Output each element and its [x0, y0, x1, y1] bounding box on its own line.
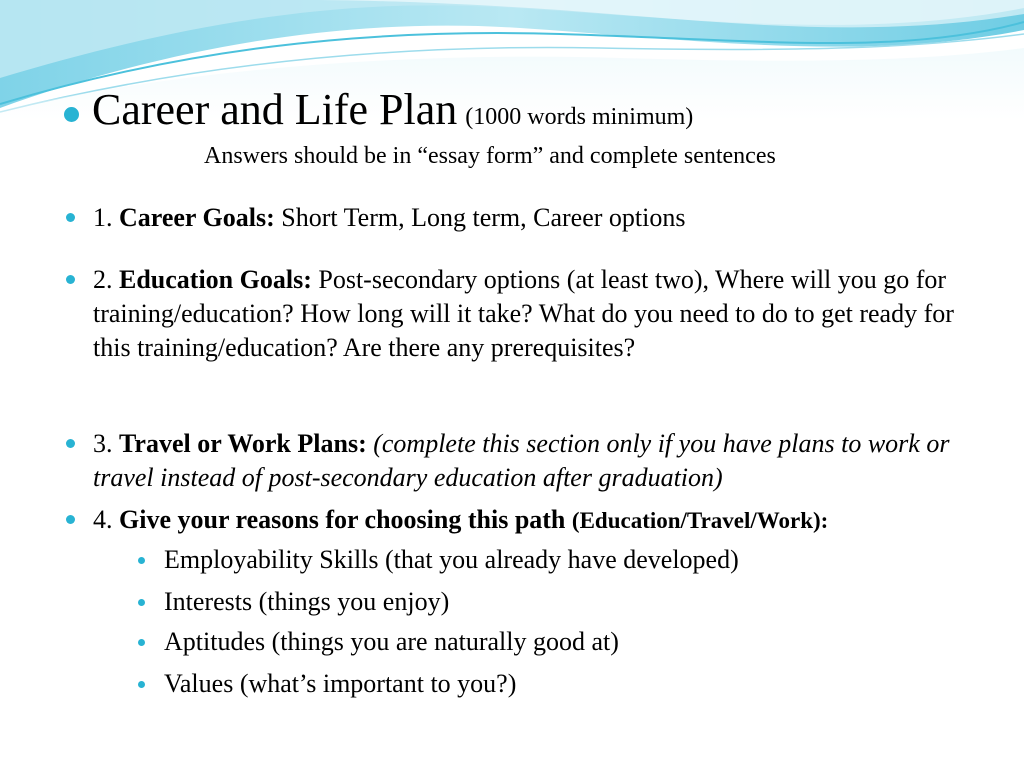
title-bullet-icon — [64, 107, 79, 122]
slide-subtitle: Answers should be in “essay form” and complete sentences — [204, 143, 776, 169]
title-note: (1000 words minimum) — [465, 104, 694, 130]
sub-bullet-icon — [138, 599, 145, 606]
item-number: 4. — [93, 505, 113, 534]
item-body: Post-secondary options (at least two), Where will you go for training/education? How long will it take? What do you need to do to get ready for this training/education? Are there any prerequisites? — [93, 265, 954, 362]
item-body: (complete this section only if you have plans to work or travel instead of post-secondary education after graduation) — [93, 429, 950, 492]
slide-title — [64, 84, 693, 135]
list-item-travel-work-plans — [66, 427, 996, 495]
sub-item-text: Interests (things you enjoy) — [164, 587, 450, 616]
sub-item-text: Aptitudes (things you are naturally good at) — [164, 627, 619, 656]
sub-bullet-icon — [138, 681, 145, 688]
sub-item-text: Values (what’s important to you?) — [164, 669, 517, 698]
item-note: (Education/Travel/Work): — [571, 508, 829, 533]
bullet-icon — [66, 275, 75, 284]
sub-item-employability — [138, 543, 739, 577]
item-heading: Give your reasons for choosing this path — [119, 505, 566, 534]
item-number: 2. — [93, 265, 113, 294]
item-heading: Education Goals: — [119, 265, 312, 294]
sub-item-values — [138, 667, 516, 701]
bullet-icon — [66, 213, 75, 222]
item-body: Short Term, Long term, Career options — [281, 203, 686, 232]
sub-item-interests — [138, 585, 449, 619]
item-number: 1. — [93, 203, 113, 232]
sub-item-text: Employability Skills (that you already have developed) — [164, 545, 739, 574]
item-number: 3. — [93, 429, 113, 458]
sub-bullet-icon — [138, 639, 145, 646]
sub-bullet-icon — [138, 557, 145, 564]
item-heading: Travel or Work Plans: — [119, 429, 367, 458]
list-item-education-goals — [66, 263, 996, 365]
title-main: Career and Life Plan — [92, 85, 458, 134]
bullet-icon — [66, 515, 75, 524]
list-item-career-goals — [66, 201, 996, 235]
bullet-icon — [66, 439, 75, 448]
list-item-reasons — [66, 503, 996, 538]
sub-item-aptitudes — [138, 625, 619, 659]
item-heading: Career Goals: — [119, 203, 275, 232]
